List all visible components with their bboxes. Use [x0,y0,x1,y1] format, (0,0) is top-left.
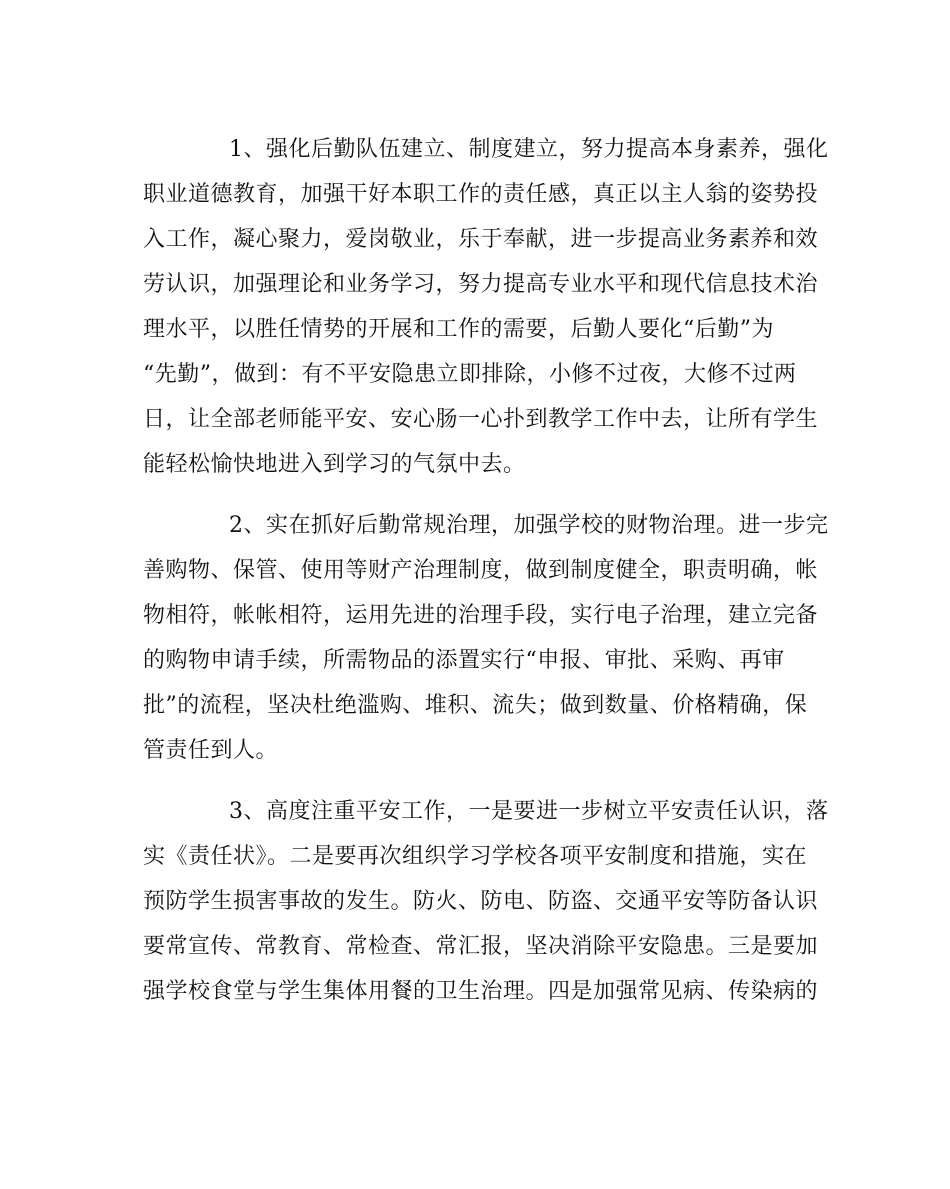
paragraph-1-line-4: 劳认识，加强理论和业务学习，努力提高专业水平和现代信息技术治 [143,272,819,297]
paragraph-1-line-7: 日，让全部老师能平安、安心肠一心扑到教学工作中去，让所有学生 [143,407,819,432]
paragraph-3-line-3: 预防学生损害事故的发生。防火、防电、防盗、交通平安等防备认识 [143,889,819,914]
paragraph-2-line-2: 善购物、保管、使用等财产治理制度，做到制度健全，职责明确，帐 [143,558,819,583]
paragraph-3-line-4: 要常宣传、常教育、常检查、常汇报，坚决消除平安隐患。三是要加 [143,934,819,959]
paragraph-2-line-6: 管责任到人。 [143,738,279,763]
paragraph-3-line-1: 3、高度注重平安工作，一是要进一步树立平安责任认识，落 [229,799,829,824]
paragraph-3-line-5: 强学校食堂与学生集体用餐的卫生治理。四是加强常见病、传染病的 [143,979,819,1004]
paragraph-1-line-2: 职业道德教育，加强干好本职工作的责任感，真正以主人翁的姿势投 [143,182,819,207]
paragraph-1-line-6: “先勤”，做到：有不平安隐患立即排除，小修不过夜，大修不过两 [143,362,797,387]
paragraph-3-line-2: 实《责任状》。二是要再次组织学习学校各项平安制度和措施，实在 [143,844,808,869]
paragraph-1-line-3: 入工作，凝心聚力，爱岗敬业，乐于奉献，进一步提高业务素养和效 [143,227,819,252]
paragraph-2-line-3: 物相符，帐帐相符，运用先进的治理手段，实行电子治理，建立完备 [143,603,819,628]
paragraph-1-line-1: 1、强化后勤队伍建立、制度建立，努力提高本身素养，强化 [229,137,829,162]
paragraph-1-line-5: 理水平，以胜任情势的开展和工作的需要，后勤人要化“后勤”为 [143,317,774,342]
paragraph-2-line-5: 批”的流程，坚决杜绝滥购、堆积、流失；做到数量、价格精确，保 [143,693,808,718]
paragraph-1-line-8: 能轻松愉快地进入到学习的气氛中去。 [143,452,526,477]
paragraph-2-line-1: 2、实在抓好后勤常规治理，加强学校的财物治理。进一步完 [229,513,829,538]
paragraph-2-line-4: 的购物申请手续，所需物品的添置实行“申报、审批、采购、再审 [143,648,785,673]
